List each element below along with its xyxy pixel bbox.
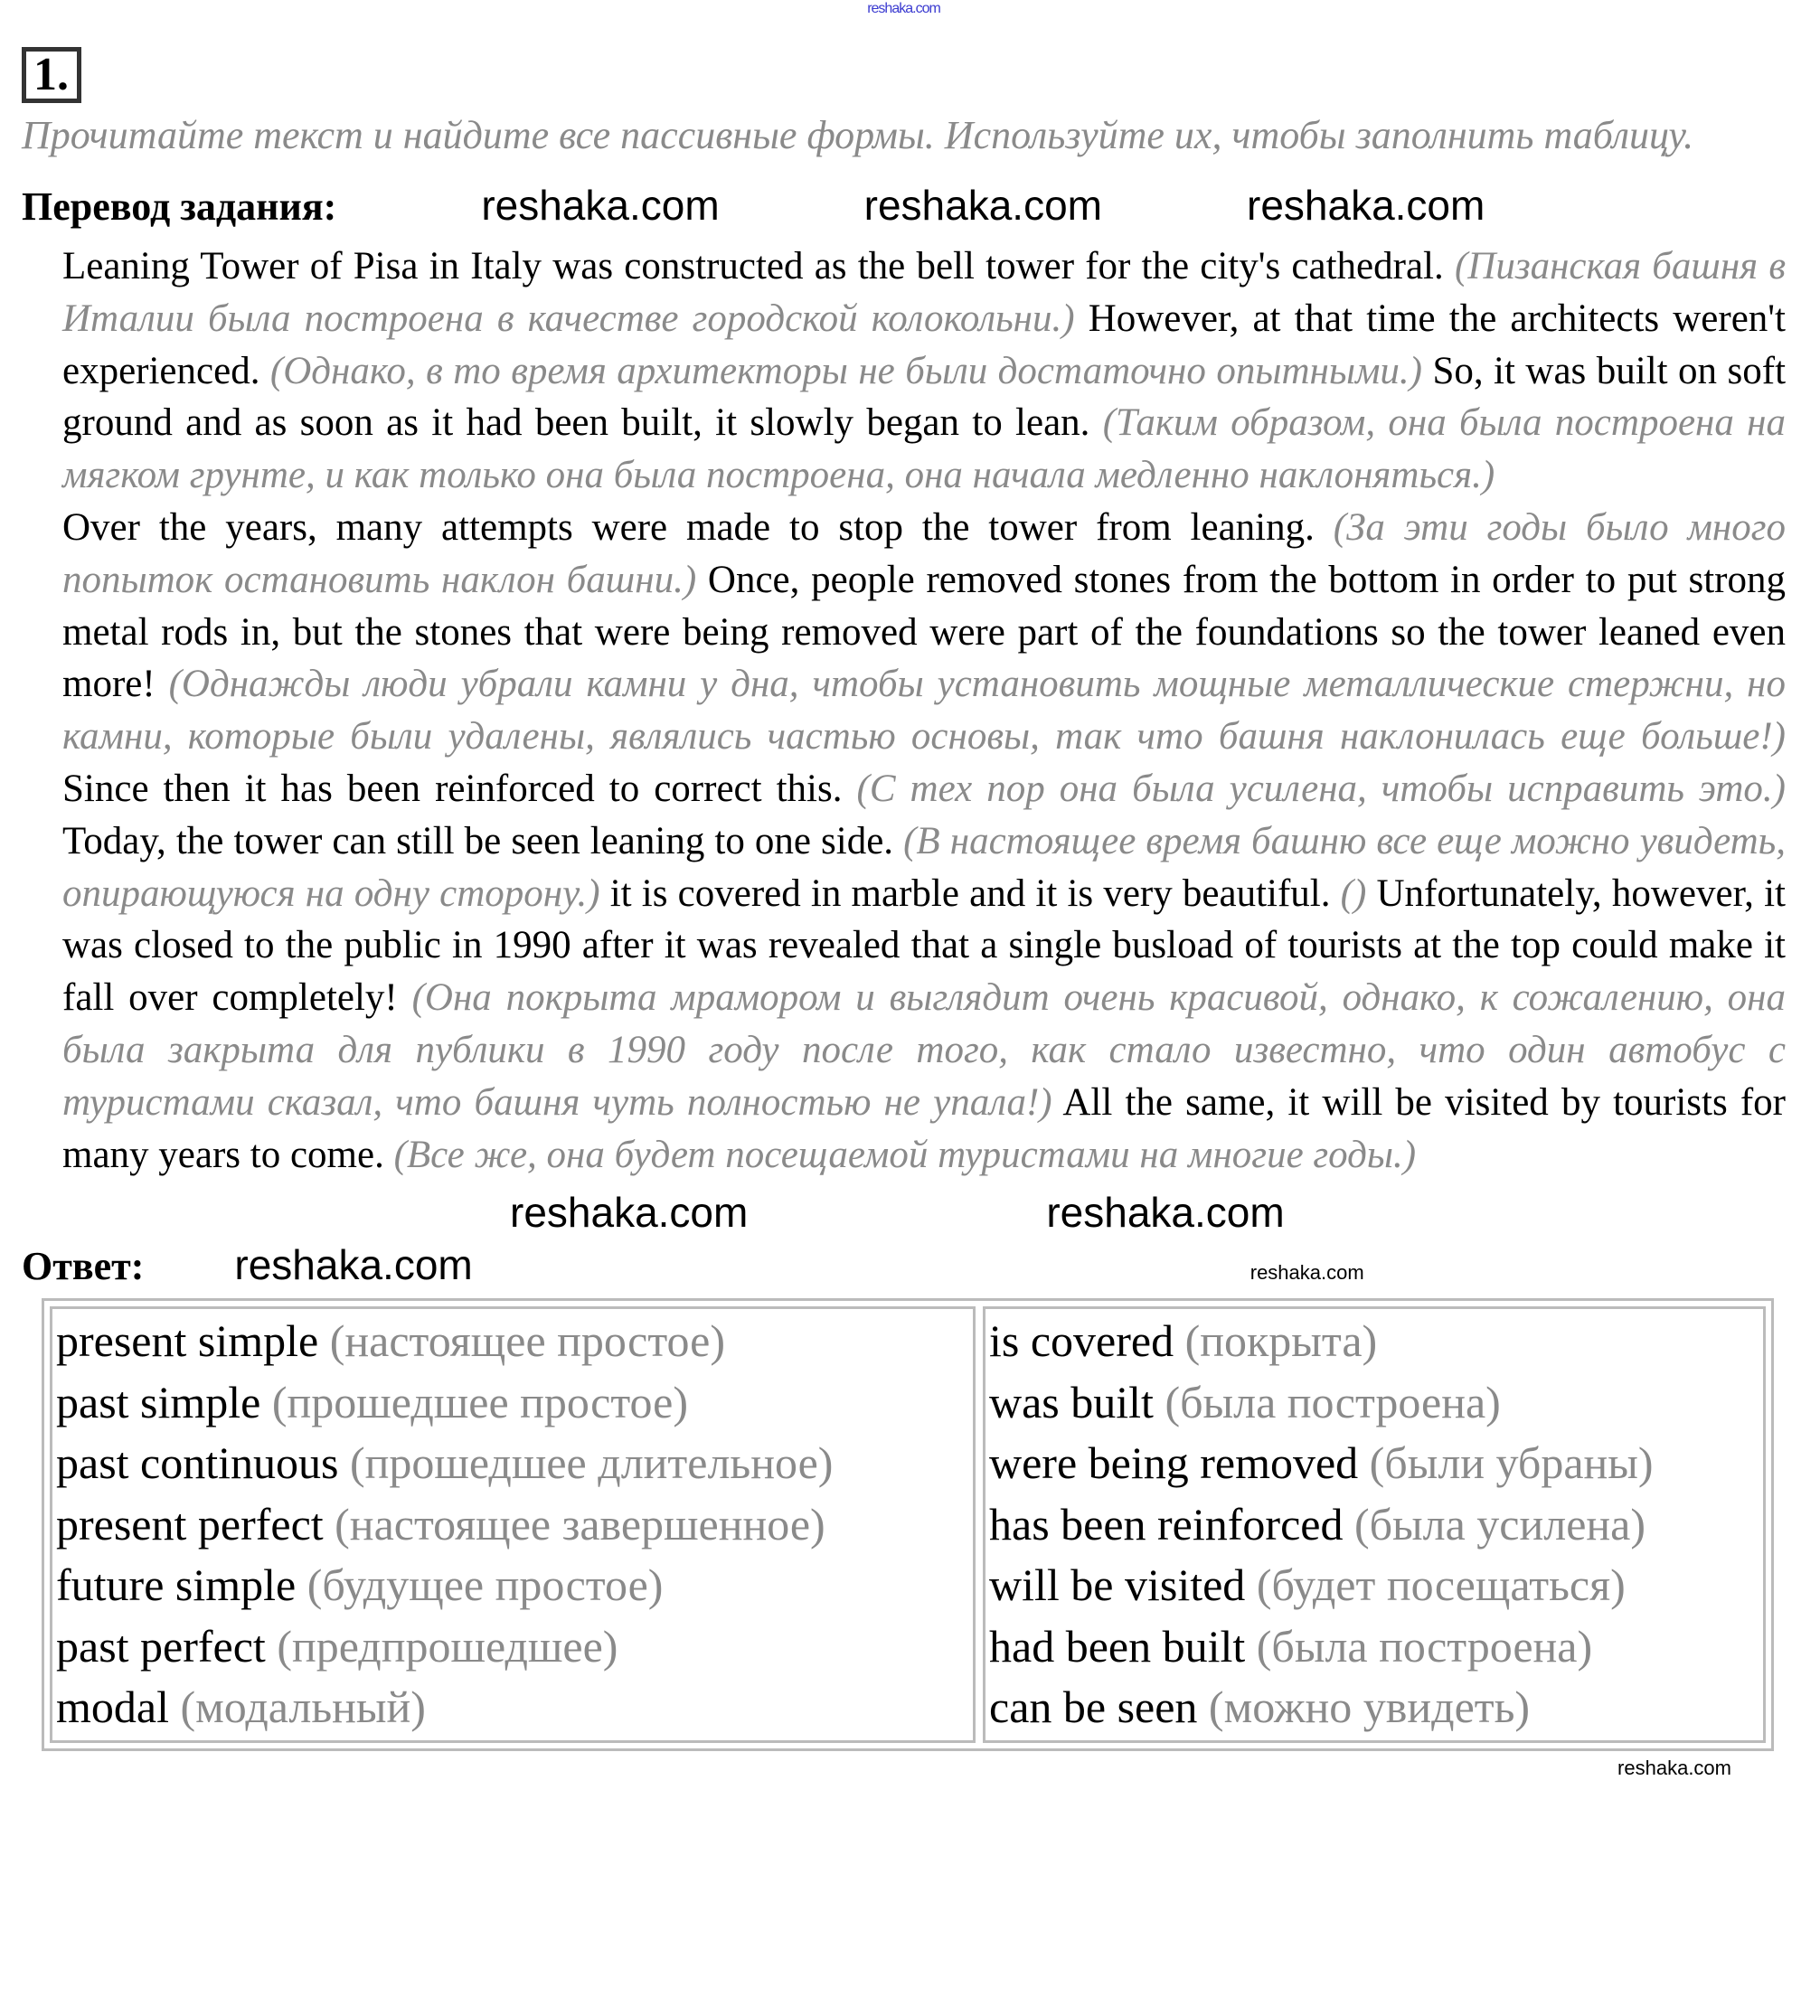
form-cell-en: is covered bbox=[989, 1315, 1174, 1367]
instruction: Прочитайте текст и найдите все пассивные формы. Используйте их, чтобы заполнить таблицу. bbox=[22, 113, 1694, 157]
watermark: reshaka.com bbox=[1249, 1261, 1364, 1285]
tense-cell-ru: (будущее простое) bbox=[306, 1559, 664, 1611]
form-cell bbox=[989, 1616, 1759, 1678]
form-cell bbox=[989, 1555, 1759, 1616]
watermark: reshaka.com bbox=[863, 182, 1102, 229]
english-sentence: Today, the tower can still be seen leaning to one side. bbox=[62, 819, 894, 862]
tense-cell bbox=[56, 1677, 969, 1738]
tense-column bbox=[50, 1306, 976, 1743]
site-header-link[interactable]: reshaka.com bbox=[867, 1, 940, 16]
russian-translation: (Она покрыта мрамором и выглядит очень красивой, однако, к сожалению, она была закрыта для публики в 1990 году после того, как стало известно, что один автобус с туристами сказал, что башня чуть полностью не упала!) bbox=[62, 976, 1786, 1124]
form-cell bbox=[989, 1433, 1759, 1494]
tense-cell bbox=[56, 1494, 969, 1556]
passage bbox=[62, 240, 1786, 1181]
tense-cell-ru: (модальный) bbox=[180, 1682, 426, 1733]
form-cell-en: was built bbox=[989, 1376, 1154, 1427]
form-cell bbox=[989, 1494, 1759, 1556]
tense-cell bbox=[56, 1311, 969, 1372]
form-cell bbox=[989, 1311, 1759, 1372]
exercise-number: 1. bbox=[22, 47, 81, 103]
form-cell-ru: (была построена) bbox=[1165, 1376, 1501, 1427]
form-cell-ru: (покрыта) bbox=[1184, 1315, 1378, 1367]
tense-cell-ru: (настоящее завершенное) bbox=[335, 1498, 825, 1550]
russian-translation: (В настоящее время башню все еще можно увидеть, опирающуюся на одну сторону.) bbox=[62, 819, 1787, 915]
english-sentence: However, at that time the architects weren't experienced. bbox=[62, 297, 1786, 392]
passage-paragraph-1 bbox=[62, 240, 1786, 502]
tense-cell-ru: (прошедшее простое) bbox=[271, 1376, 688, 1427]
tense-cell-en: future simple bbox=[56, 1559, 297, 1611]
form-cell-ru: (была построена) bbox=[1256, 1620, 1593, 1672]
russian-translation: (Таким образом, она была построена на мягком грунте, и как только она была построена, она начала медленно наклоняться.) bbox=[62, 401, 1786, 497]
watermark: reshaka.com bbox=[481, 182, 720, 229]
answer-heading: Ответ: bbox=[22, 1244, 145, 1289]
watermark: reshaka.com bbox=[1617, 1756, 1731, 1779]
form-cell bbox=[989, 1677, 1759, 1738]
english-sentence: Unfortunately, however, it was closed to the public in 1990 after it was revealed that a single busload of tourists at the top could make it fall over completely! bbox=[62, 871, 1786, 1020]
tense-cell bbox=[56, 1433, 969, 1494]
watermark-row bbox=[22, 1757, 1786, 1780]
tense-cell bbox=[56, 1372, 969, 1434]
tense-cell-ru: (настоящее простое) bbox=[329, 1315, 725, 1367]
form-cell-ru: (были убраны) bbox=[1369, 1437, 1654, 1489]
watermark: reshaka.com bbox=[1046, 1189, 1285, 1237]
russian-translation: (С тех пор она была усилена, чтобы исправить это.) bbox=[856, 767, 1786, 810]
russian-translation: (Однажды люди убрали камни у дна, чтобы установить мощные металлические стержни, но камни, которые были удалены, являлись частью основы, так что башня наклонилась еще больше!) bbox=[62, 663, 1786, 758]
form-cell-en: had been built bbox=[989, 1620, 1246, 1672]
form-cell-ru: (будет посещаться) bbox=[1256, 1559, 1626, 1611]
russian-translation: (Однако, в то время архитекторы не были достаточно опытными.) bbox=[269, 349, 1422, 392]
form-column bbox=[983, 1306, 1766, 1743]
russian-translation: (Все же, она будет посещаемой туристами на многие годы.) bbox=[393, 1133, 1417, 1176]
russian-translation: () bbox=[1340, 871, 1367, 915]
tense-cell-ru: (прошедшее длительное) bbox=[349, 1437, 834, 1489]
form-cell-en: can be seen bbox=[989, 1682, 1198, 1733]
watermark: reshaka.com bbox=[510, 1189, 749, 1237]
form-cell bbox=[989, 1372, 1759, 1434]
english-sentence: All the same, it will be visited by tourists for many years to come. bbox=[62, 1080, 1786, 1176]
form-cell-ru: (была усилена) bbox=[1353, 1498, 1646, 1550]
tense-cell bbox=[56, 1616, 969, 1678]
english-sentence: it is covered in marble and it is very beautiful. bbox=[609, 871, 1331, 915]
answer-table bbox=[42, 1298, 1774, 1751]
english-sentence: Once, people removed stones from the bottom in order to put strong metal rods in, but the stones that were being removed were part of the foundations so the tower leaned even more! bbox=[62, 558, 1786, 706]
tense-cell-en: present simple bbox=[56, 1315, 319, 1367]
form-cell-en: has been reinforced bbox=[989, 1498, 1344, 1550]
answer-heading-row bbox=[22, 1240, 1786, 1291]
tense-cell-ru: (предпрошедшее) bbox=[277, 1620, 618, 1672]
tense-cell-en: past continuous bbox=[56, 1437, 339, 1489]
form-cell-ru: (можно увидеть) bbox=[1208, 1682, 1531, 1733]
russian-translation: (За эти годы было много попыток остановить наклон башни.) bbox=[62, 505, 1786, 601]
passage-paragraph-2 bbox=[62, 502, 1786, 1181]
task-heading-row bbox=[22, 181, 1786, 231]
watermark: reshaka.com bbox=[1247, 182, 1485, 229]
tense-cell-en: modal bbox=[56, 1682, 169, 1733]
russian-translation: (Пизанская башня в Италии была построена в качестве городской колокольни.) bbox=[62, 245, 1787, 340]
english-sentence: So, it was built on soft ground and as soon as it had been built, it slowly began to lean. bbox=[62, 349, 1787, 445]
watermark: reshaka.com bbox=[234, 1241, 473, 1289]
tense-cell-en: past simple bbox=[56, 1376, 261, 1427]
form-cell-en: will be visited bbox=[989, 1559, 1246, 1611]
watermark-row bbox=[22, 1188, 1786, 1237]
english-sentence: Over the years, many attempts were made to stop the tower from leaning. bbox=[62, 505, 1315, 549]
task-heading: Перевод задания: bbox=[22, 184, 337, 229]
form-cell-en: were being removed bbox=[989, 1437, 1359, 1489]
tense-cell bbox=[56, 1555, 969, 1616]
english-sentence: Leaning Tower of Pisa in Italy was constructed as the bell tower for the city's cathedral. bbox=[62, 245, 1444, 287]
tense-cell-en: present perfect bbox=[56, 1498, 324, 1550]
tense-cell-en: past perfect bbox=[56, 1620, 266, 1672]
english-sentence: Since then it has been reinforced to correct this. bbox=[62, 767, 843, 810]
